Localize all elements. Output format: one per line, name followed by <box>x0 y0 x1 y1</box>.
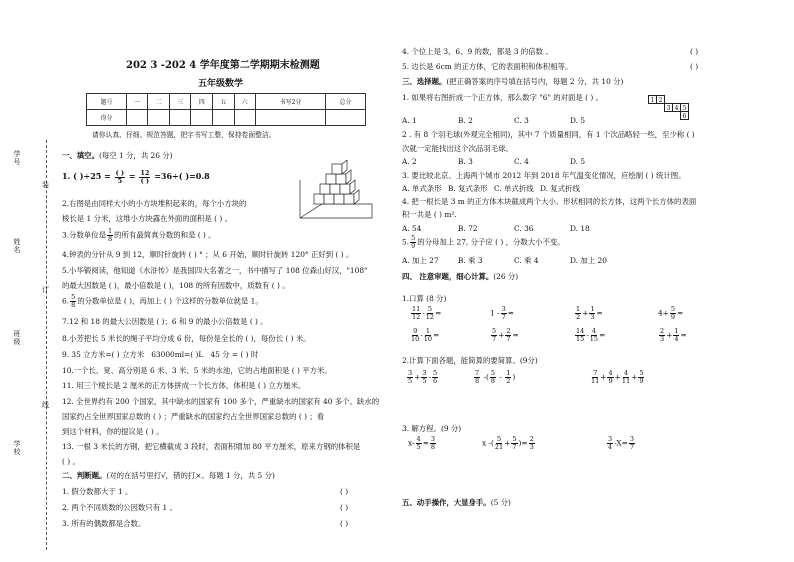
question-13a: 13. 一根 3 米长的方钢，把它横截成 3 段时，表面积增加 80 平方厘米，原来方钢的体积是 <box>62 442 361 451</box>
judge-5: 5. 边长是 6cm 的正方体，它的表面积和体积相等。 <box>402 62 573 71</box>
binding-mark: 订 <box>42 286 49 294</box>
net-cell: 5 <box>680 103 689 112</box>
table-cell <box>169 110 191 126</box>
net-cell: 4 <box>672 103 681 112</box>
equation-2: x -( $\frac{5}{21}$ + $\frac{5}{7}$ )= $\frac{2}{3}$ <box>482 435 534 451</box>
net-cell: 1 <box>648 95 657 104</box>
answer-paren: ( ) <box>340 503 349 512</box>
calc-expr-2: $\frac{7}{8}$ -( $\frac{5}{8}$ - $\frac{1}{2}$ ) <box>475 369 516 385</box>
choice-4b: 积一共是 ( ) m². <box>402 210 457 219</box>
table-cell: 二 <box>148 94 170 110</box>
binding-label-class: 班级 <box>13 330 21 346</box>
q-text: ( )÷25 = <box>73 171 111 181</box>
question-11: 11. 用三个棱长是 2 厘米的正方体拼成一个长方体，体积是 ( ) 立方厘米。 <box>62 381 306 390</box>
oral-item: 1 - $\frac{3}{7}$ = <box>490 305 514 321</box>
question-10: 10.一个长、宽、高分别是 6 米、3 米、5 米的水池，它的占地面积是 ( ) 平方米。 <box>62 366 332 375</box>
calc-expr-3: $\frac{7}{11}$ + $\frac{4}{9}$ + $\frac{4}{11}$ + $\frac{5}{9}$ <box>591 369 644 385</box>
question-8: 8.小芳把长 5 米长的绳子平均分成 6 份，每份是全长的 ( )，每份长 ( ) 米。 <box>62 334 311 343</box>
equation-title: 3. 解方程。(9 分) <box>402 424 462 433</box>
net-cell: 3 <box>664 103 673 112</box>
question-4: 4.钟表的分针从 9 到 12，顺时针旋转 ( ) ° ；从 6 开始，顺时针旋转 120° 正好到 ( ) 。 <box>62 250 354 259</box>
oral-item: $\frac{9}{10}$ - $\frac{1}{10}$ = <box>411 327 440 343</box>
question-9: 9. 35 立方米=( ) 立方米 63000ml=( )L 45 分 = ( ) 时 <box>62 350 259 359</box>
table-cell: 一 <box>126 94 148 110</box>
judge-3: 3. 所有的偶数都是合数。 <box>62 519 146 528</box>
oral-item: 4+ $\frac{5}{9}$ = <box>658 305 684 321</box>
table-cell: 三 <box>169 94 191 110</box>
question-1 <box>62 167 210 185</box>
table-cell: 六 <box>234 94 256 110</box>
table-cell: 四 <box>191 94 213 110</box>
fraction: $\frac{5}{8}$ <box>71 293 76 309</box>
judge-2: 2. 两个不同质数的公因数只有 1 。 <box>62 503 177 512</box>
fraction: $\frac{( )}{5}$ <box>115 168 125 185</box>
table-cell: 五 <box>212 94 234 110</box>
oral-item: $\frac{1}{2}$ + $\frac{1}{3}$ = <box>576 305 603 321</box>
section-2-heading: 二、判断题。(对的在括号里打√，错的打×。每题 1 分，共 5 分) <box>62 471 275 480</box>
section-3-heading: 三、选择题。(把正确答案的序号填在括号内，每题 2 分，共 10 分) <box>402 77 624 86</box>
question-12a: 12. 全世界约有 200 个国家，其中缺水的国家有 100 多个，严重缺水的国家有 40 多个。缺水的 <box>62 397 380 406</box>
fraction: $\frac{5}{9}$ <box>411 234 416 250</box>
judge-4: 4. 个位上是 3、6、9 的数，都是 3 的倍数 。 <box>402 47 553 56</box>
binding-label-school: 学校 <box>13 440 21 456</box>
score-table <box>86 93 366 126</box>
oral-item: $\frac{2}{3}$ + $\frac{1}{4}$ = <box>660 327 687 343</box>
question-5a: 5.小华锻阅读，他知道《水浒传》是我国四大名著之一，书中描写了 108 位森山好汉，"108" <box>62 266 368 275</box>
section-1-heading <box>62 151 173 160</box>
choice-4-options: A. 54 B. 72 C. 36 D. 18 <box>402 224 590 233</box>
table-cell <box>234 110 256 126</box>
question-3: 3.分数单位是 $\frac{1}{8}$ 的所有最简真分数的和是 ( ) 。 <box>62 227 216 243</box>
section-note: (每空 1 分，共 26 分) <box>98 151 173 160</box>
table-cell <box>126 110 148 126</box>
question-12c: 到这个材料，你的提议是 ( ) 。 <box>62 427 164 436</box>
binding-label-student-no: 学号 <box>13 150 21 166</box>
choice-2-options: A. 2 B. 3 C. 4 D. 5 <box>402 157 586 166</box>
binding-mark: 线 <box>42 401 49 409</box>
net-cell: 2 <box>656 95 665 104</box>
table-cell: 书写2分 <box>256 94 326 110</box>
table-cell: 总分 <box>326 94 366 110</box>
choice-5: 5. $\frac{5}{9}$ 的分母加上 27, 分子应 ( ) ，分数大小不变。 <box>402 234 565 250</box>
judge-1: 1. 假分数都大于 1 。 <box>62 487 133 496</box>
section-4-heading: 四、 注意审题，细心计算。(26 分) <box>402 272 519 281</box>
binding-line <box>46 140 47 550</box>
page-subtitle: 五年级数学 <box>198 79 244 89</box>
q-text: = <box>128 171 136 181</box>
binding-mark: 装 <box>42 181 49 189</box>
table-cell <box>256 110 326 126</box>
choice-3-options: A. 单式条形 B. 复式条形 C. 单式折线 D. 复式折线 <box>402 184 580 193</box>
choice-2b: 次就一定能找出这个次品羽毛球。 <box>402 144 513 153</box>
choice-1-options: A. 1 B. 2 C. 3 D. 5 <box>402 116 586 125</box>
fraction: $\frac{1}{8}$ <box>108 227 113 243</box>
question-12b: 国家约占全世界国家总数的 ( ) ；严重缺水的国家约占全世界国家总数的 ( ) ；看 <box>62 412 325 421</box>
equation-3: $\frac{3}{4}$ -X= $\frac{3}{7}$ <box>608 435 634 451</box>
section-5-heading: 五、动手操作，大显身手。(5 分) <box>402 498 511 507</box>
question-2b: 棱长是 1 分米，这堆小方块露在外面的面积是 ( ) 。 <box>62 214 233 223</box>
q-text: =36÷( )=0.8 <box>154 171 210 181</box>
oral-item: $\frac{14}{15}$ - $\frac{4}{15}$ = <box>576 327 606 343</box>
table-row <box>87 110 366 126</box>
section-title: 一、填空。 <box>62 151 99 160</box>
cube-stack-figure <box>292 160 377 226</box>
table-row <box>87 94 366 110</box>
question-6: 6. $\frac{5}{8}$ 的分数单位是 ( )，再加上 ( ) 个这样的分数单位就是 1。 <box>62 293 263 309</box>
choice-3: 3. 要比较北京、上海两个城市 2012 年到 2018 年气温变化情况，应绘制 ( ) 统计图。 <box>402 171 686 180</box>
answer-paren: ( ) <box>340 487 349 496</box>
calc-title: 2.计算下面各题，能简算的要简算。(9分) <box>402 356 538 365</box>
choice-2a: 2 . 有 8 个羽毛球(外观完全相同)，其中 7 个质量相同，有 1 个次品略轻一些，至少称 ( ) <box>402 130 695 139</box>
page-title: 202 3 -202 4 学年度第二学期期末检测题 <box>126 60 320 71</box>
choice-1: 1. 如果将右图折成一个正方体，那么数字 "6" 的对面是 ( ) 。 <box>402 93 604 102</box>
answer-paren: ( ) <box>690 47 699 56</box>
net-cell: 6 <box>680 111 689 120</box>
table-cell <box>191 110 213 126</box>
choice-5-options: A. 加上 27 B. 乘 3 C. 乘 4 D. 加上 20 <box>402 256 607 265</box>
fraction: $\frac{12}{( )}$ <box>140 168 150 185</box>
oral-item: $\frac{11}{12}$ - $\frac{5}{12}$ = <box>412 305 442 321</box>
instruction: 请你认真、仔细、规范答题，把字书写工整，保持卷面整洁。 <box>92 131 276 139</box>
question-5b: 的最大因数是 ( )，最小倍数是 ( )，108 的所有因数中，质数有 ( ) 。 <box>62 281 290 290</box>
choice-4a: 4. 把一根长是 3 m 的正方体木块截成两个大小、形状相同的长方体，这两个长方体的表面 <box>402 197 697 206</box>
question-13b: ( ) 。 <box>62 457 80 466</box>
table-cell <box>212 110 234 126</box>
question-7: 7.12 和 18 的最大公因数是 ( )；6 和 9 的最小公倍数是 ( ) 。 <box>62 317 268 326</box>
question-2a: 2.右图是由同样大小的小方块堆积起来的，每个小方块的 <box>62 199 247 208</box>
table-cell: 得分 <box>87 110 127 126</box>
oral-item: $\frac{5}{7}$ + $\frac{2}{7}$ = <box>492 327 519 343</box>
table-cell <box>326 110 366 126</box>
binding-label-name: 姓名 <box>13 238 21 254</box>
answer-paren: ( ) <box>340 519 349 528</box>
equation-1: x- $\frac{4}{5}$ = $\frac{3}{8}$ <box>408 435 436 451</box>
calc-expr-1: $\frac{3}{5}$ + $\frac{3}{5}$ - $\frac{5}{6}$ <box>408 369 438 385</box>
answer-paren: ( ) <box>690 62 699 71</box>
q-num: 1. <box>62 171 71 181</box>
table-cell: 题号 <box>87 94 127 110</box>
oral-title: 1.口算 (8 分) <box>402 294 447 303</box>
table-cell <box>148 110 170 126</box>
